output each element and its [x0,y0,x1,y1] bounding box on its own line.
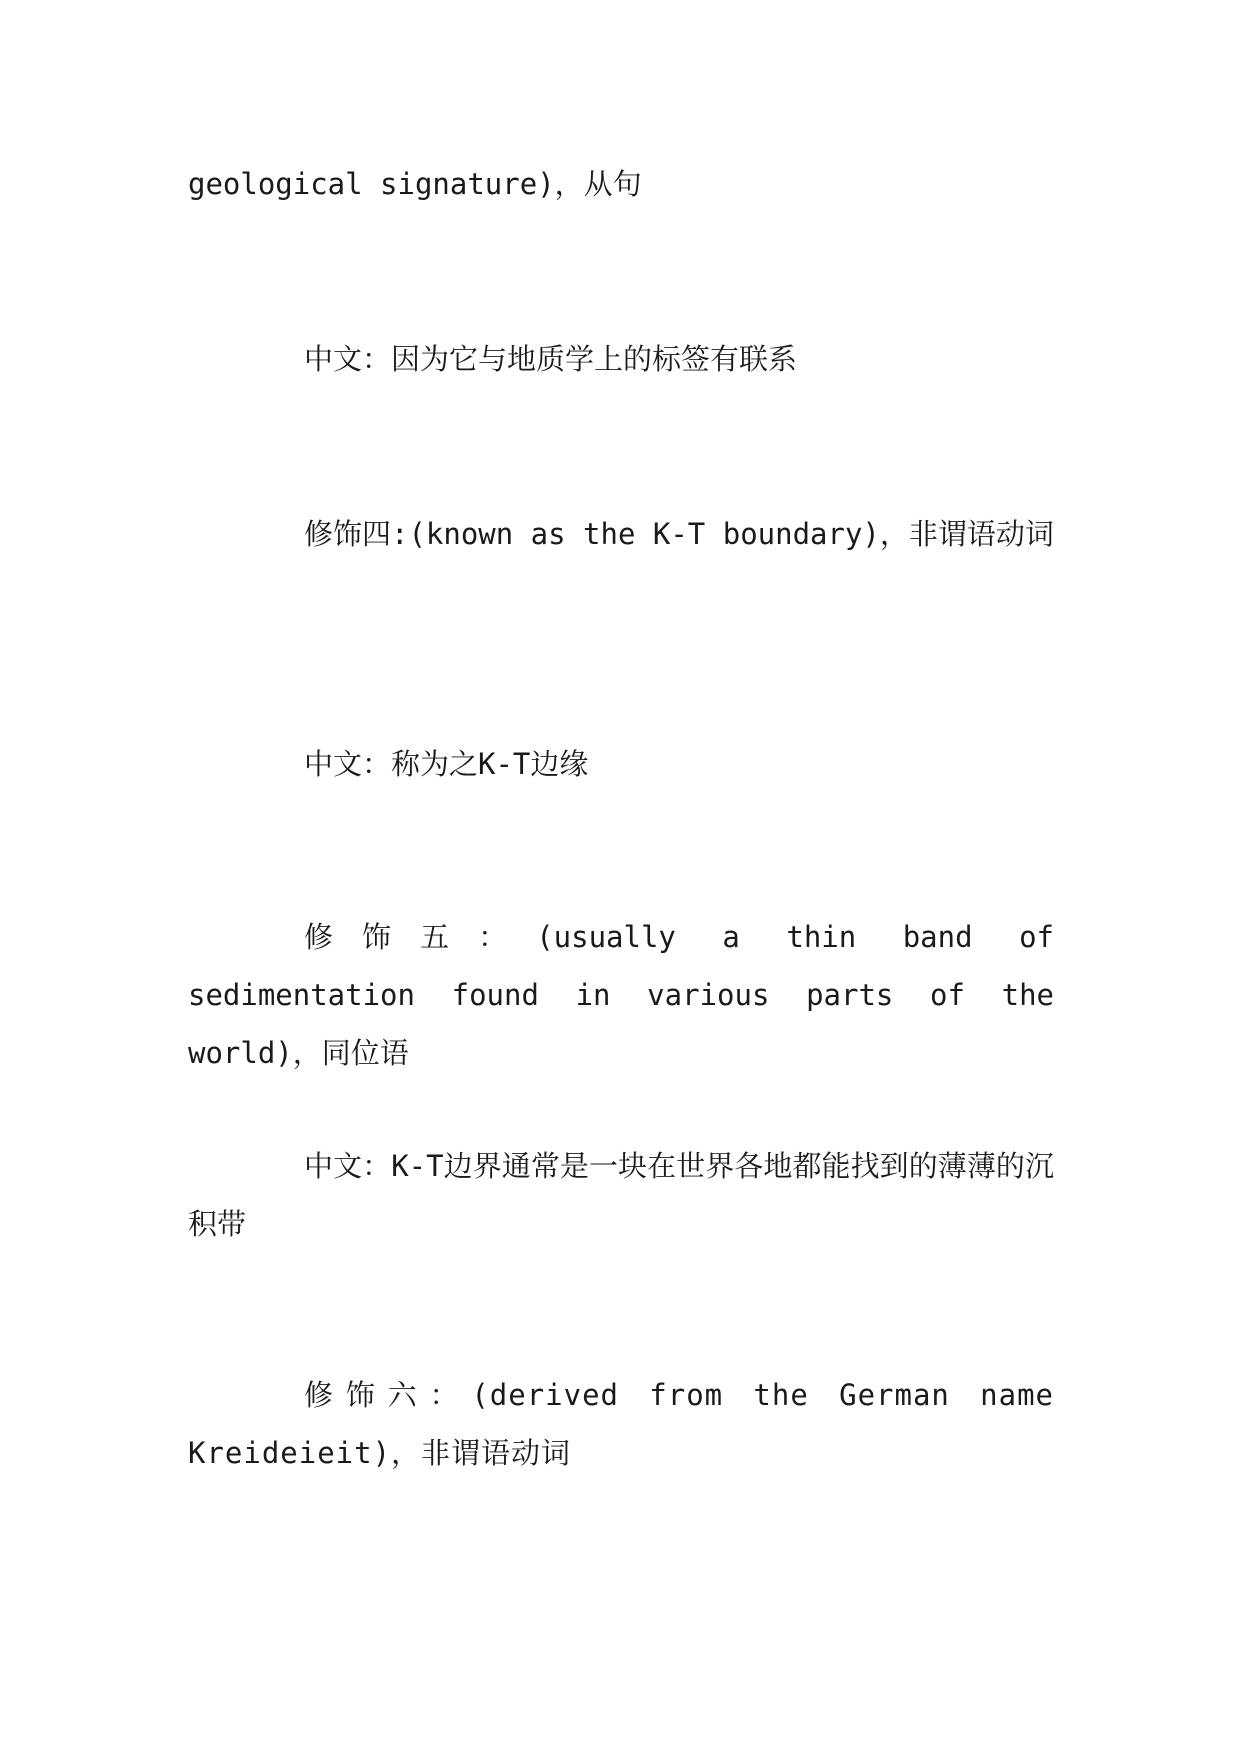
paragraph-modifier-4: 修饰四:(known as the K-T boundary)，非谓语动词 [304,517,1054,551]
paragraph-chinese-translation-3: 中文：因为它与地质学上的标签有联系 [304,342,798,376]
paragraph-clause-note: geological signature)，从句 [188,167,642,201]
paragraph-chinese-translation-5: 中文：K-T边界通常是一块在世界各地都能找到的薄薄的沉积带 [188,1149,1054,1241]
paragraph-modifier-5: 修饰五：(usually a thin band of sedimentation found in various parts of the world)，同位语 [188,920,1054,1070]
paragraph-modifier-6: 修饰六：(derived from the German name Kreideieit)，非谓语动词 [188,1378,1054,1470]
paragraph-chinese-translation-4: 中文：称为之K-T边缘 [304,747,589,781]
